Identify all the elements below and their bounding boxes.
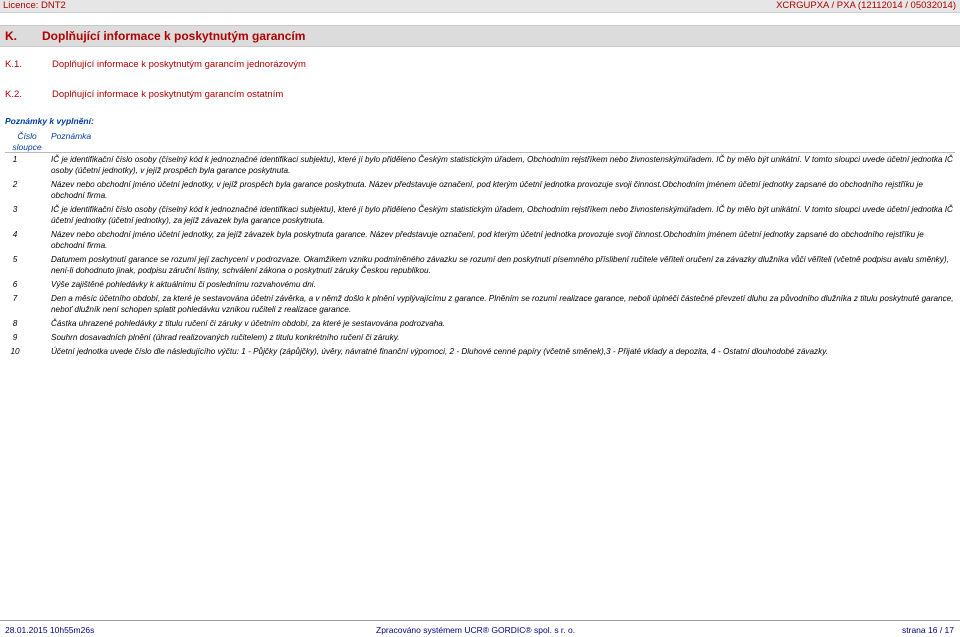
note-text: Den a měsíc účetního období, za které je sestavována účetní závěrka, a v němž došlo k plnění vyplývajícímu z garance. Plněním se rozumí realizace garance, neboli úplnéči částečné převzetí dluhu za původního dlužníka z titulu poskytnuté garance, neboť dlužník není schopen splatit pohledávku vznikou ručiteli z realizace garance.: [51, 294, 954, 314]
note-number: 9: [12, 333, 18, 342]
notes-list: [0, 154, 960, 360]
notes-heading: Poznámky k vyplnění:: [5, 116, 94, 126]
report-code: XCRGUPXA / PXA (12112014 / 05032014): [776, 0, 956, 11]
subsection-k1: [0, 58, 960, 72]
footer-divider: [0, 620, 960, 621]
note-row: [0, 346, 960, 357]
note-row: [0, 318, 960, 329]
subsection-k2: [0, 88, 960, 102]
column-header-note: Poznámka: [51, 131, 92, 141]
note-number: 8: [12, 319, 18, 328]
footer-processed-by: Zpracováno systémem UCR® GORDIC® spol. s r. o.: [376, 625, 576, 635]
note-number: 10: [10, 347, 20, 356]
subsection-number: K.2.: [5, 89, 22, 100]
note-text: Částka uhrazené pohledávky z titulu ručení či záruky v účetním období, za které je sestavována podrozvaha.: [51, 319, 446, 328]
note-text: IČ je identifikační číslo osoby (číselný kód k jednoznačné identifikaci subjektu), které jí bylo přiděleno Českým statistickým úřadem, Obchodním rejstříkem nebo živnostenskýmúřadem. IČ by mělo být unikátní. V tomto sloupci uvede účetní jednotka IČ osoby (účetní jednotky), v jejíž prospěch byla garance poskytnuta.: [51, 155, 953, 175]
note-number: 4: [12, 230, 18, 239]
note-text: Výše zajištěné pohledávky k aktuálnímu či poslednímu rozvahovému dni.: [51, 280, 316, 289]
license-bar: [0, 0, 960, 13]
section-header: [0, 25, 960, 47]
note-number: 1: [12, 155, 18, 164]
column-header-number: Číslo sloupce: [12, 131, 42, 152]
note-number: 5: [12, 255, 18, 264]
note-number: 6: [12, 280, 18, 289]
header-divider: [5, 152, 955, 153]
license-label: Licence: DNT2: [3, 0, 66, 11]
note-row: [0, 279, 960, 290]
note-text: Název nebo obchodní jméno účetní jednotky, za jejíž závazek byla poskytnuta garance. Název představuje označení, pod kterým účetní jednotka provozuje svoji činnost.Obchodním jménem účetní jednotky zapsané do obchodního rejstříku je obchodní firma.: [51, 230, 924, 250]
note-number: 2: [12, 180, 18, 189]
note-row: [0, 293, 960, 315]
subsection-title: Doplňující informace k poskytnutým garancím jednorázovým: [52, 59, 306, 70]
note-text: Účetní jednotka uvede číslo dle následujícího výčtu: 1 - Půjčky (zápůjčky), úvěry, návratné finanční výpomoci, 2 - Dluhové cenné papíry (včetně směnek),3 - Přijaté vklady a depozita, 4 - Ostatní dlouhodobé závazky.: [51, 347, 828, 356]
note-row: [0, 332, 960, 343]
subsection-number: K.1.: [5, 59, 22, 70]
note-number: 7: [12, 294, 18, 303]
note-row: [0, 204, 960, 226]
section-title: Doplňující informace k poskytnutým garancím: [42, 29, 306, 43]
note-text: Souhrn dosavadních plnění (úhrad realizovaných ručitelem) z titulu konkrétního ručení či záruky.: [51, 333, 400, 342]
note-row: [0, 229, 960, 251]
note-text: IČ je identifikační číslo osoby (číselný kód k jednoznačné identifikaci subjektu), které jí bylo přiděleno Českým statistickým úřadem, Obchodním rejstříkem nebo živnostenskýmúřadem. IČ by mělo být unikátní. V tomto sloupci uvede účetní jednotka IČ účetní jednotky (účetní jednotky), za jejíž závazek byla garance poskytnuta.: [51, 205, 953, 225]
footer-timestamp: 28.01.2015 10h55m26s: [5, 625, 95, 635]
footer-page-number: strana 16 / 17: [902, 625, 954, 635]
subsection-title: Doplňující informace k poskytnutým garancím ostatním: [52, 89, 284, 100]
note-number: 3: [12, 205, 18, 214]
note-row: [0, 179, 960, 201]
note-text: Datumem poskytnutí garance se rozumí její zachycení v podrozvaze. Okamžikem vzniku podmíněného závazku se rozumí den poskytnutí písemného příslibení ručitele věřiteli oručení za závazky dlužníka vůči věřiteli (včetně podpisu avalu směnky), není-li dohodnuto jinak, podpisu záruční listiny, schválení zákona o poskytnutí záruky Českou republikou.: [51, 255, 949, 275]
section-number: K.: [5, 29, 17, 43]
note-row: [0, 154, 960, 176]
note-row: [0, 254, 960, 276]
note-text: Název nebo obchodní jméno účetní jednotky, v jejíž prospěch byla garance poskytnuta. Název představuje označení, pod kterým účetní jednotka provozuje svoji činnost.Obchodním jménem účetní jednotky zapsané do obchodního rejstříku je obchodní firma.: [51, 180, 923, 200]
